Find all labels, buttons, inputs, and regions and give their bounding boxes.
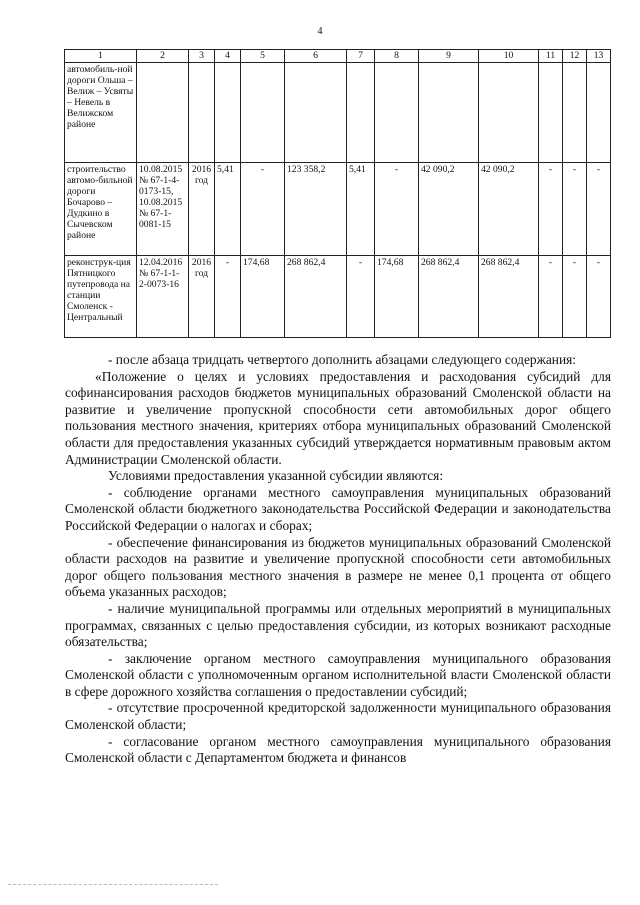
objects-table [64,49,611,338]
table-cell [285,63,347,163]
table-cell: - [347,256,375,338]
table-cell: - [563,163,587,256]
paragraph: - согласование органом местного самоуправления муниципального образования Смоленской области с Департаментом бюджета и финансов [65,733,611,766]
table-row [65,163,611,256]
paragraph: - соблюдение органами местного самоуправления муниципальных образований Смоленской области бюджетного законодательства Российской Федерации и законодательства Российской Федерации о налогах и сборах; [65,484,611,533]
table-cell: 174,68 [375,256,419,338]
paragraph: - обеспечение финансирования из бюджетов муниципальных образований Смоленской области расходов на развитие и увеличение пропускной способности сети автомобильных дорог общего пользования местного значения в размере не менее 0,1 процента от общего объема указанных расходов; [65,534,611,600]
table-header-row [65,50,611,63]
table-cell [189,63,215,163]
table-cell [347,63,375,163]
table-cell: - [563,256,587,338]
table-cell: 123 358,2 [285,163,347,256]
table-cell: 268 862,4 [419,256,479,338]
column-header: 1 [65,50,137,63]
table-cell: - [375,163,419,256]
column-header: 2 [137,50,189,63]
paragraph: - после абзаца тридцать четвертого дополнить абзацами следующего содержания: [108,352,577,367]
table-cell: - [587,256,611,338]
column-header: 4 [215,50,241,63]
column-header: 13 [587,50,611,63]
column-header: 9 [419,50,479,63]
paragraph: «Положение о целях и условиях предоставления и расходования субсидий для софинансирования расходов бюджетов муниципальных образований Смоленской области на развитие и увеличение пропускной способности сети автомобильных дорог общего пользования местного значения, критериях отбора муниципальных образований Смоленской области для предоставления указанных субсидий утверждается нормативным правовым актом Администрации Смоленской области. [65,368,611,467]
column-header: 10 [479,50,539,63]
table-row [65,256,611,338]
table-cell: 268 862,4 [285,256,347,338]
table-row [65,63,611,163]
paragraph: - заключение органом местного самоуправления муниципального образования Смоленской области с уполномоченным органом исполнительной власти Смоленской области в сфере дорожного хозяйства соглашения о предоставлении субсидий; [65,650,611,699]
table-cell: 12.04.2016 № 67-1-1-2-0073-16 [137,256,189,338]
table-cell: - [215,256,241,338]
table-cell: 42 090,2 [479,163,539,256]
table-cell: - [587,163,611,256]
table-cell [215,63,241,163]
table-cell [539,63,563,163]
table-cell: 10.08.2015 № 67-1-4-0173-15, 10.08.2015 № 67-1-0081-15 [137,163,189,256]
table-cell: 5,41 [215,163,241,256]
table-cell [241,63,285,163]
table-cell [419,63,479,163]
scan-edge-line [8,884,218,885]
table-cell: 268 862,4 [479,256,539,338]
column-header: 12 [563,50,587,63]
table-cell [563,63,587,163]
table-cell: - [539,163,563,256]
table-cell: 5,41 [347,163,375,256]
table-cell: 2016 год [189,163,215,256]
column-header: 5 [241,50,285,63]
table-cell: - [241,163,285,256]
table-cell: - [539,256,563,338]
column-header: 8 [375,50,419,63]
table-cell [479,63,539,163]
table-cell: 42 090,2 [419,163,479,256]
paragraph: - отсутствие просроченной кредиторской задолженности муниципального образования Смоленской области; [65,700,611,733]
object-name-cell: автомобиль-ной дороги Ольша – Велиж – Усвяты – Невель в Велижском районе [65,63,137,163]
table-cell [137,63,189,163]
table-cell: 2016 год [189,256,215,338]
page-number: 4 [317,26,323,37]
table-cell: 174,68 [241,256,285,338]
object-name-cell: строительство автомо-бильной дороги Бочарово – Дудкино в Сычевском районе [65,163,137,256]
document-body [65,352,611,767]
column-header: 11 [539,50,563,63]
paragraph: - наличие муниципальной программы или отдельных мероприятий в муниципальных программах, связанных с целью предоставления субсидии, из которых возникают расходные обязательства; [65,600,611,650]
column-header: 6 [285,50,347,63]
paragraph: Условиями предоставления указанной субсидии являются: [108,468,444,484]
table-cell [375,63,419,163]
column-header: 3 [189,50,215,63]
column-header: 7 [347,50,375,63]
table-cell [587,63,611,163]
object-name-cell: реконструк-ция Пятницкого путепровода на станции Смоленск - Центральный [65,256,137,338]
